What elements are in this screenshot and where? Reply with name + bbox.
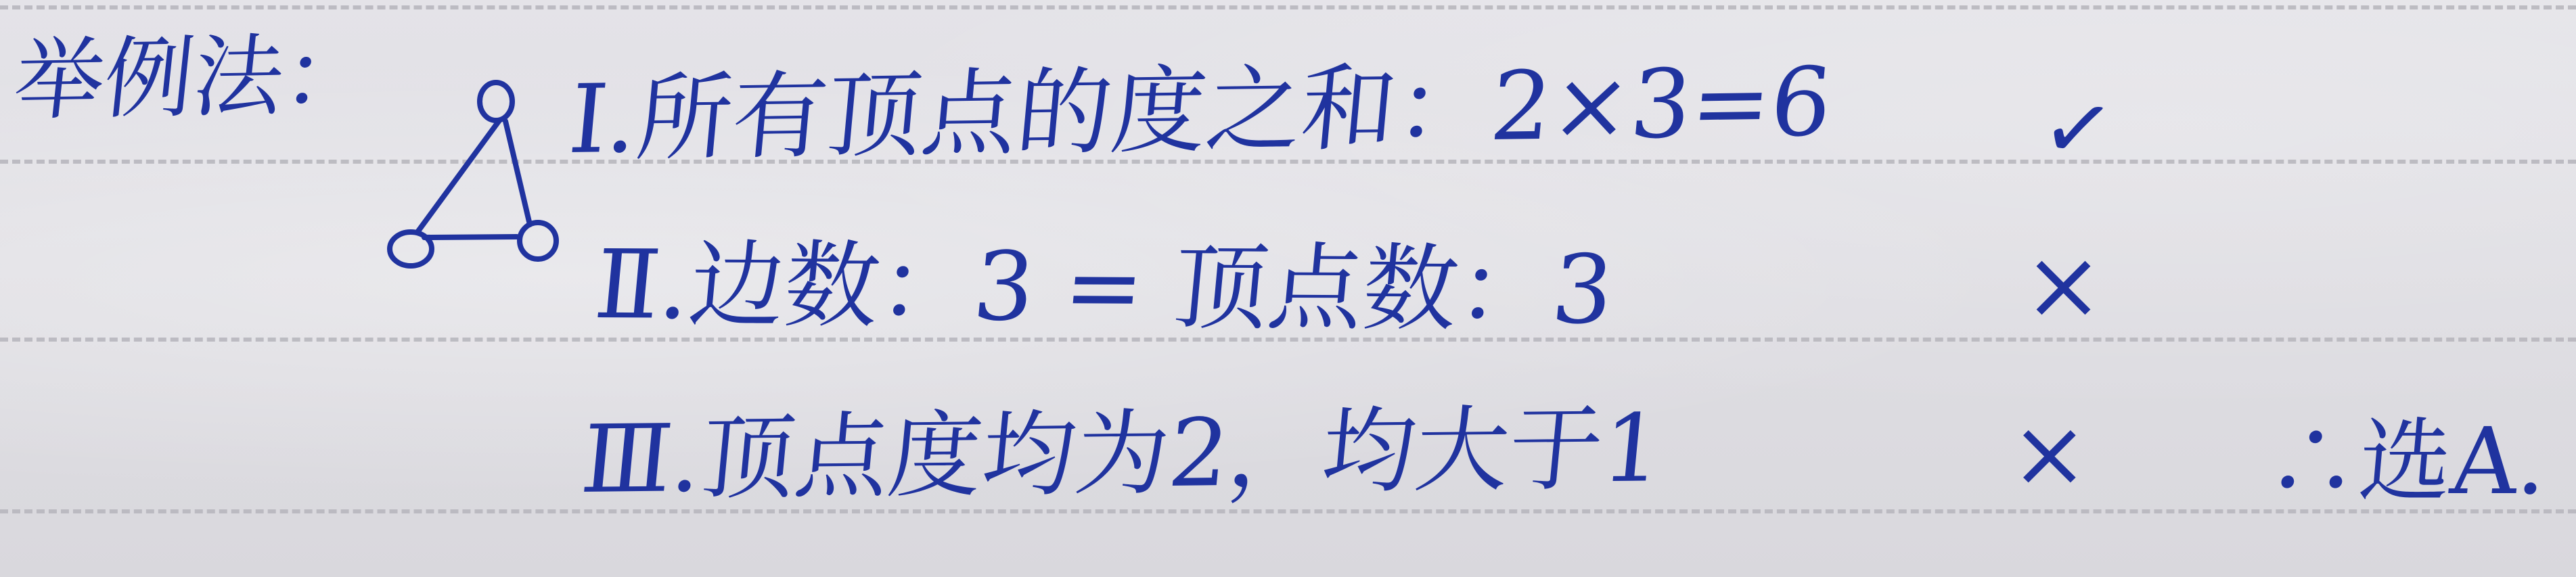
statement-two: Ⅱ.边数：3 = 顶点数：3: [590, 230, 1619, 346]
graph-vertex: [480, 83, 512, 120]
wrong-cross-mark: ×: [2010, 399, 2089, 508]
wrong-cross-mark: ×: [2023, 229, 2104, 341]
example-method-heading: 举例法：: [9, 22, 379, 133]
ruled-line: [0, 5, 2576, 9]
graph-edge: [417, 120, 499, 232]
statement-three: Ⅲ.顶点度均为2，均大于1: [577, 394, 1667, 514]
triangle-graph-diagram: [362, 57, 585, 290]
ruled-line: [0, 509, 2576, 513]
answer-choice: ∴选A.: [2263, 409, 2552, 515]
graph-vertex: [520, 223, 556, 259]
correct-check-mark: ✓: [2035, 74, 2121, 185]
graph-vertex: [390, 232, 432, 266]
statement-one: Ⅰ.所有顶点的度之和：2×3=6: [564, 47, 1836, 175]
graph-edge: [505, 121, 530, 225]
